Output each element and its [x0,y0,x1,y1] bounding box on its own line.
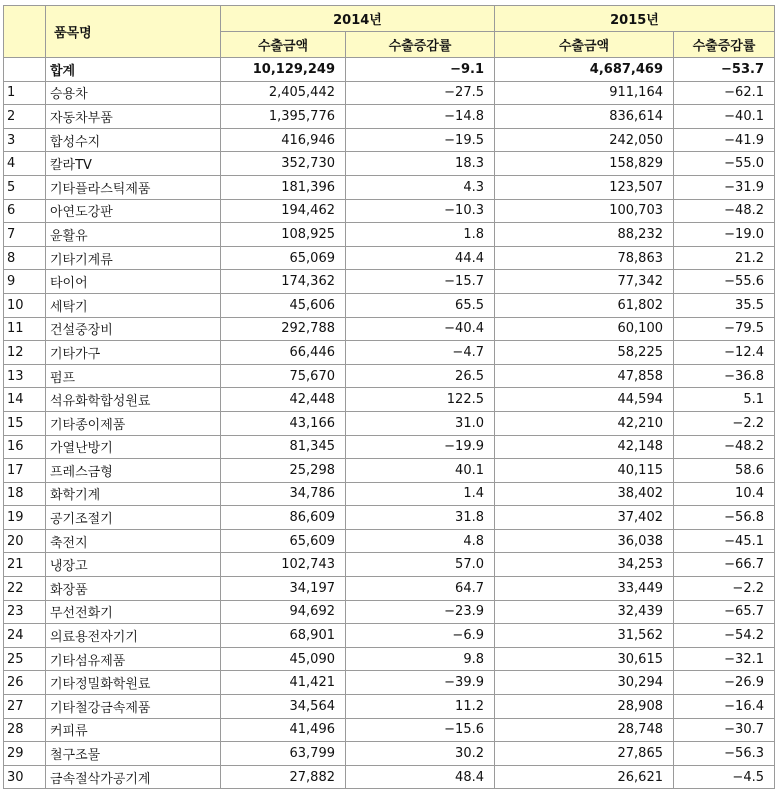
table-row [4,341,775,365]
table-row [4,742,775,766]
row-change-2014: 11.2 [346,695,495,719]
total-label: 합계 [46,58,221,82]
row-item-name: 펌프 [46,364,221,388]
row-index: 13 [4,364,46,388]
row-amount-2015: 158,829 [495,152,674,176]
row-change-2014: −15.7 [346,270,495,294]
row-amount-2015: 61,802 [495,293,674,317]
row-amount-2015: 44,594 [495,388,674,412]
table-row [4,81,775,105]
row-amount-2014: 43,166 [221,411,346,435]
row-change-2015: −26.9 [674,671,775,695]
row-change-2015: −79.5 [674,317,775,341]
row-amount-2014: 25,298 [221,459,346,483]
row-item-name: 공기조절기 [46,506,221,530]
row-index: 7 [4,223,46,247]
row-amount-2014: 41,421 [221,671,346,695]
row-change-2014: −15.6 [346,718,495,742]
row-amount-2015: 28,748 [495,718,674,742]
table-row [4,459,775,483]
table-row [4,105,775,129]
table-row [4,765,775,789]
row-index: 6 [4,199,46,223]
row-amount-2014: 65,609 [221,529,346,553]
table-row [4,529,775,553]
row-index: 19 [4,506,46,530]
table-row [4,152,775,176]
row-index: 28 [4,718,46,742]
row-change-2014: −27.5 [346,81,495,105]
row-change-2015: −54.2 [674,624,775,648]
row-amount-2015: 38,402 [495,482,674,506]
table-row [4,270,775,294]
row-change-2015: −66.7 [674,553,775,577]
row-amount-2015: 27,865 [495,742,674,766]
row-amount-2014: 42,448 [221,388,346,412]
row-amount-2015: 78,863 [495,246,674,270]
row-change-2015: 5.1 [674,388,775,412]
table-row [4,293,775,317]
row-amount-2014: 41,496 [221,718,346,742]
row-item-name: 기타섬유제품 [46,647,221,671]
row-item-name: 기타플라스틱제품 [46,175,221,199]
row-amount-2015: 911,164 [495,81,674,105]
row-index: 3 [4,128,46,152]
row-change-2015: −12.4 [674,341,775,365]
row-amount-2014: 65,069 [221,246,346,270]
row-index: 5 [4,175,46,199]
table-row [4,718,775,742]
row-change-2015: 21.2 [674,246,775,270]
row-change-2014: 1.8 [346,223,495,247]
row-change-2014: 31.8 [346,506,495,530]
row-item-name: 아연도강판 [46,199,221,223]
row-index: 15 [4,411,46,435]
row-change-2014: −19.5 [346,128,495,152]
row-change-2014: −23.9 [346,600,495,624]
row-amount-2015: 100,703 [495,199,674,223]
row-amount-2014: 34,564 [221,695,346,719]
row-amount-2015: 28,908 [495,695,674,719]
row-amount-2014: 102,743 [221,553,346,577]
row-amount-2014: 108,925 [221,223,346,247]
row-change-2015: −2.2 [674,577,775,601]
row-amount-2014: 81,345 [221,435,346,459]
row-item-name: 타이어 [46,270,221,294]
table-row [4,553,775,577]
row-change-2015: 10.4 [674,482,775,506]
row-index: 21 [4,553,46,577]
row-item-name: 기타가구 [46,341,221,365]
table-body [4,58,775,789]
row-item-name: 세탁기 [46,293,221,317]
row-index: 24 [4,624,46,648]
row-change-2015: −30.7 [674,718,775,742]
row-change-2015: −36.8 [674,364,775,388]
row-item-name: 기타철강금속제품 [46,695,221,719]
row-change-2014: 4.8 [346,529,495,553]
row-change-2014: −40.4 [346,317,495,341]
row-change-2015: 35.5 [674,293,775,317]
row-amount-2015: 42,210 [495,411,674,435]
row-change-2014: −19.9 [346,435,495,459]
row-change-2014: 40.1 [346,459,495,483]
table-row [4,506,775,530]
header-amount-2015: 수출금액 [495,32,674,58]
row-change-2014: 48.4 [346,765,495,789]
row-amount-2015: 40,115 [495,459,674,483]
row-amount-2015: 42,148 [495,435,674,459]
row-change-2015: −62.1 [674,81,775,105]
table-row [4,600,775,624]
row-amount-2015: 58,225 [495,341,674,365]
row-change-2014: 18.3 [346,152,495,176]
row-index: 27 [4,695,46,719]
row-item-name: 금속절삭가공기계 [46,765,221,789]
row-index: 1 [4,81,46,105]
row-index: 23 [4,600,46,624]
row-item-name: 가열난방기 [46,435,221,459]
row-amount-2014: 66,446 [221,341,346,365]
header-year-2014: 2014년 [221,6,495,32]
row-item-name: 프레스금형 [46,459,221,483]
header-item-name: 품목명 [46,6,221,58]
row-amount-2015: 34,253 [495,553,674,577]
row-index: 2 [4,105,46,129]
header-change-2014: 수출증감률 [346,32,495,58]
row-amount-2015: 30,294 [495,671,674,695]
row-change-2015: −56.3 [674,742,775,766]
row-change-2015: 58.6 [674,459,775,483]
total-amount-2015: 4,687,469 [495,58,674,82]
table-row [4,624,775,648]
row-change-2015: −19.0 [674,223,775,247]
table-header [4,6,775,58]
row-change-2015: −55.6 [674,270,775,294]
row-amount-2014: 352,730 [221,152,346,176]
row-change-2014: 65.5 [346,293,495,317]
row-amount-2014: 68,901 [221,624,346,648]
row-change-2015: −40.1 [674,105,775,129]
row-item-name: 자동차부품 [46,105,221,129]
table-row [4,223,775,247]
row-index: 30 [4,765,46,789]
table-row [4,388,775,412]
row-item-name: 기타종이제품 [46,411,221,435]
row-amount-2015: 123,507 [495,175,674,199]
row-index: 11 [4,317,46,341]
row-amount-2015: 37,402 [495,506,674,530]
row-index: 4 [4,152,46,176]
row-amount-2015: 36,038 [495,529,674,553]
row-change-2014: −10.3 [346,199,495,223]
row-index: 10 [4,293,46,317]
table-row [4,128,775,152]
table-row [4,671,775,695]
row-amount-2015: 47,858 [495,364,674,388]
row-amount-2014: 86,609 [221,506,346,530]
table-row [4,435,775,459]
row-index: 25 [4,647,46,671]
row-change-2014: −4.7 [346,341,495,365]
header-change-2015: 수출증감률 [674,32,775,58]
row-amount-2015: 30,615 [495,647,674,671]
row-amount-2014: 194,462 [221,199,346,223]
row-item-name: 무선전화기 [46,600,221,624]
row-item-name: 냉장고 [46,553,221,577]
row-change-2014: −14.8 [346,105,495,129]
row-item-name: 칼라TV [46,152,221,176]
row-change-2014: 57.0 [346,553,495,577]
row-amount-2014: 63,799 [221,742,346,766]
row-index: 26 [4,671,46,695]
row-item-name: 윤활유 [46,223,221,247]
row-amount-2014: 416,946 [221,128,346,152]
row-change-2015: −48.2 [674,199,775,223]
row-amount-2014: 34,197 [221,577,346,601]
row-index: 12 [4,341,46,365]
row-index: 29 [4,742,46,766]
row-amount-2015: 31,562 [495,624,674,648]
row-amount-2014: 292,788 [221,317,346,341]
row-index: 9 [4,270,46,294]
row-index: 20 [4,529,46,553]
table-row [4,175,775,199]
row-amount-2015: 33,449 [495,577,674,601]
table-row [4,647,775,671]
row-change-2014: 64.7 [346,577,495,601]
row-amount-2014: 75,670 [221,364,346,388]
table-row [4,482,775,506]
row-change-2014: 26.5 [346,364,495,388]
table-row [4,199,775,223]
row-change-2014: 9.8 [346,647,495,671]
table-row [4,317,775,341]
row-amount-2015: 242,050 [495,128,674,152]
total-row [4,58,775,82]
row-amount-2014: 34,786 [221,482,346,506]
row-amount-2014: 45,606 [221,293,346,317]
row-amount-2015: 77,342 [495,270,674,294]
export-table [3,5,775,789]
header-year-2015: 2015년 [495,6,775,32]
row-item-name: 기타정밀화학원료 [46,671,221,695]
row-amount-2014: 1,395,776 [221,105,346,129]
row-amount-2014: 174,362 [221,270,346,294]
row-amount-2015: 60,100 [495,317,674,341]
row-change-2014: 4.3 [346,175,495,199]
row-change-2015: −16.4 [674,695,775,719]
row-amount-2015: 836,614 [495,105,674,129]
row-amount-2014: 27,882 [221,765,346,789]
row-item-name: 합성수지 [46,128,221,152]
row-amount-2014: 2,405,442 [221,81,346,105]
table-row [4,364,775,388]
row-change-2015: −31.9 [674,175,775,199]
row-item-name: 승용차 [46,81,221,105]
row-change-2014: 122.5 [346,388,495,412]
table-row [4,411,775,435]
row-change-2014: 1.4 [346,482,495,506]
row-change-2015: −4.5 [674,765,775,789]
row-change-2015: −45.1 [674,529,775,553]
table-row [4,246,775,270]
row-amount-2014: 45,090 [221,647,346,671]
row-amount-2014: 181,396 [221,175,346,199]
row-change-2015: −2.2 [674,411,775,435]
row-change-2014: −6.9 [346,624,495,648]
row-change-2015: −56.8 [674,506,775,530]
total-amount-2014: 10,129,249 [221,58,346,82]
row-index: 18 [4,482,46,506]
total-index [4,58,46,82]
row-item-name: 의료용전자기기 [46,624,221,648]
row-amount-2014: 94,692 [221,600,346,624]
table-row [4,695,775,719]
row-change-2014: −39.9 [346,671,495,695]
row-change-2014: 31.0 [346,411,495,435]
row-index: 14 [4,388,46,412]
row-change-2015: −55.0 [674,152,775,176]
row-item-name: 화학기계 [46,482,221,506]
row-change-2015: −48.2 [674,435,775,459]
row-item-name: 화장품 [46,577,221,601]
row-item-name: 커피류 [46,718,221,742]
row-index: 16 [4,435,46,459]
row-change-2014: 44.4 [346,246,495,270]
total-change-2014: −9.1 [346,58,495,82]
row-amount-2015: 88,232 [495,223,674,247]
row-item-name: 기타기계류 [46,246,221,270]
header-corner [4,6,46,58]
row-item-name: 석유화학합성원료 [46,388,221,412]
row-item-name: 철구조물 [46,742,221,766]
row-index: 17 [4,459,46,483]
row-item-name: 건설중장비 [46,317,221,341]
row-change-2015: −32.1 [674,647,775,671]
row-item-name: 축전지 [46,529,221,553]
row-amount-2015: 26,621 [495,765,674,789]
row-amount-2015: 32,439 [495,600,674,624]
total-change-2015: −53.7 [674,58,775,82]
row-index: 8 [4,246,46,270]
table-row [4,577,775,601]
row-change-2015: −41.9 [674,128,775,152]
row-change-2014: 30.2 [346,742,495,766]
header-amount-2014: 수출금액 [221,32,346,58]
row-change-2015: −65.7 [674,600,775,624]
row-index: 22 [4,577,46,601]
